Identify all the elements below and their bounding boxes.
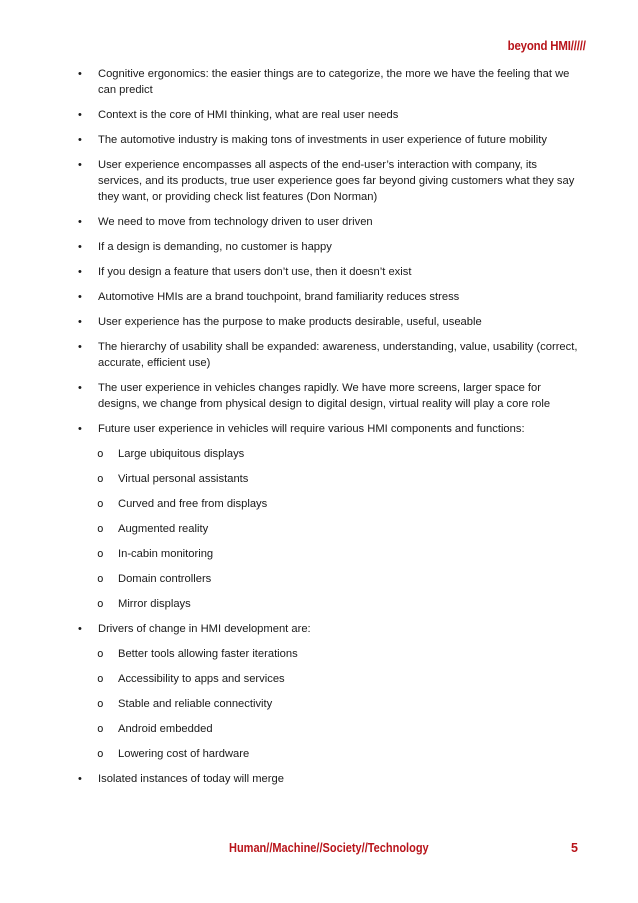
bullet-dot-icon: • [78, 109, 82, 121]
circle-bullet-icon: o [97, 447, 104, 460]
bullet-item [78, 380, 578, 412]
sublist-item [78, 746, 578, 762]
sublist-item-text: Accessibility to apps and services [118, 673, 285, 685]
circle-bullet-icon: o [97, 522, 104, 535]
sublist-item [78, 546, 578, 562]
sublist-item-text: Virtual personal assistants [118, 473, 249, 485]
bullet-list [78, 66, 578, 796]
sublist-item-text: Large ubiquitous displays [118, 448, 245, 460]
circle-bullet-icon: o [97, 547, 104, 560]
bullet-item-last [78, 771, 578, 787]
bullet-text: Cognitive ergonomics: the easier things are to categorize, the more we have the feeling that we can predict [98, 68, 570, 96]
page-header-title: beyond HMI///// [507, 38, 586, 53]
page-footer [0, 841, 638, 857]
bullet-item [78, 66, 578, 98]
sublist-item [78, 571, 578, 587]
bullet-text: The hierarchy of usability shall be expanded: awareness, understanding, value, usability (correct, accurate, efficient use) [98, 341, 578, 369]
bullet-dot-icon: • [78, 773, 82, 785]
sublist-item [78, 671, 578, 687]
sublist-item-text: Android embedded [118, 723, 213, 735]
bullet-item [78, 214, 578, 230]
bullet-item [78, 157, 578, 205]
sublist-item [78, 446, 578, 462]
bullet-dot-icon: • [78, 68, 82, 80]
sublist-item [78, 721, 578, 737]
bullet-dot-icon: • [78, 291, 82, 303]
sublist-item [78, 496, 578, 512]
circle-bullet-icon: o [97, 597, 104, 610]
page-number: 5 [571, 841, 578, 855]
sublist-item-text: Lowering cost of hardware [118, 748, 250, 760]
bullet-dot-icon: • [78, 423, 82, 435]
sublist-item [78, 596, 578, 612]
circle-bullet-icon: o [97, 722, 104, 735]
bullet-text: Future user experience in vehicles will require various HMI components and functions: [98, 423, 525, 435]
sublist-item-text: Mirror displays [118, 598, 191, 610]
bullet-dot-icon: • [78, 134, 82, 146]
sublist-item [78, 471, 578, 487]
bullet-item [78, 239, 578, 255]
sublist-item-text: Curved and free from displays [118, 498, 268, 510]
sublist-item-text: Stable and reliable connectivity [118, 698, 273, 710]
footer-text: Human//Machine//Society//Technology [229, 841, 429, 855]
bullet-text: We need to move from technology driven to user driven [98, 216, 373, 228]
bullet-item [78, 314, 578, 330]
bullet-dot-icon: • [78, 266, 82, 278]
sublist-item [78, 521, 578, 537]
circle-bullet-icon: o [97, 647, 104, 660]
bullet-text: The user experience in vehicles changes rapidly. We have more screens, larger space for designs, we change from physical design to digital design, virtual reality will play a core role [98, 382, 551, 410]
bullet-item [78, 107, 578, 123]
bullet-dot-icon: • [78, 341, 82, 353]
sublist-drivers [78, 646, 578, 762]
bullet-text: Drivers of change in HMI development are: [98, 623, 311, 635]
bullet-item [78, 339, 578, 371]
sublist-item [78, 646, 578, 662]
bullet-dot-icon: • [78, 241, 82, 253]
bullet-dot-icon: • [78, 382, 82, 394]
circle-bullet-icon: o [97, 572, 104, 585]
bullet-text: Isolated instances of today will merge [98, 773, 284, 785]
sublist-item-text: Better tools allowing faster iterations [118, 648, 298, 660]
circle-bullet-icon: o [97, 672, 104, 685]
circle-bullet-icon: o [97, 697, 104, 710]
circle-bullet-icon: o [97, 497, 104, 510]
bullet-text: User experience encompasses all aspects of the end-user’s interaction with company, its services, and its products, true user experience goes far beyond giving customers what they say they want, or providing check list features (Don Norman) [98, 159, 575, 203]
bullet-dot-icon: • [78, 316, 82, 328]
bullet-item [78, 289, 578, 305]
bullet-text: Context is the core of HMI thinking, what are real user needs [98, 109, 399, 121]
bullet-dot-icon: • [78, 623, 82, 635]
bullet-text: Automotive HMIs are a brand touchpoint, brand familiarity reduces stress [98, 291, 460, 303]
bullet-item-drivers [78, 621, 578, 762]
bullet-dot-icon: • [78, 159, 82, 171]
bullet-text: If a design is demanding, no customer is happy [98, 241, 332, 253]
bullet-item [78, 264, 578, 280]
sublist-item-text: In-cabin monitoring [118, 548, 214, 560]
bullet-item-future-ux [78, 421, 578, 612]
sublist-item-text: Augmented reality [118, 523, 209, 535]
circle-bullet-icon: o [97, 472, 104, 485]
sublist-future-ux [78, 446, 578, 612]
sublist-item-text: Domain controllers [118, 573, 212, 585]
bullet-dot-icon: • [78, 216, 82, 228]
bullet-item [78, 132, 578, 148]
sublist-item [78, 696, 578, 712]
circle-bullet-icon: o [97, 747, 104, 760]
bullet-text: If you design a feature that users don’t use, then it doesn’t exist [98, 266, 412, 278]
bullet-text: The automotive industry is making tons of investments in user experience of future mobility [98, 134, 547, 146]
bullet-text: User experience has the purpose to make products desirable, useful, useable [98, 316, 482, 328]
